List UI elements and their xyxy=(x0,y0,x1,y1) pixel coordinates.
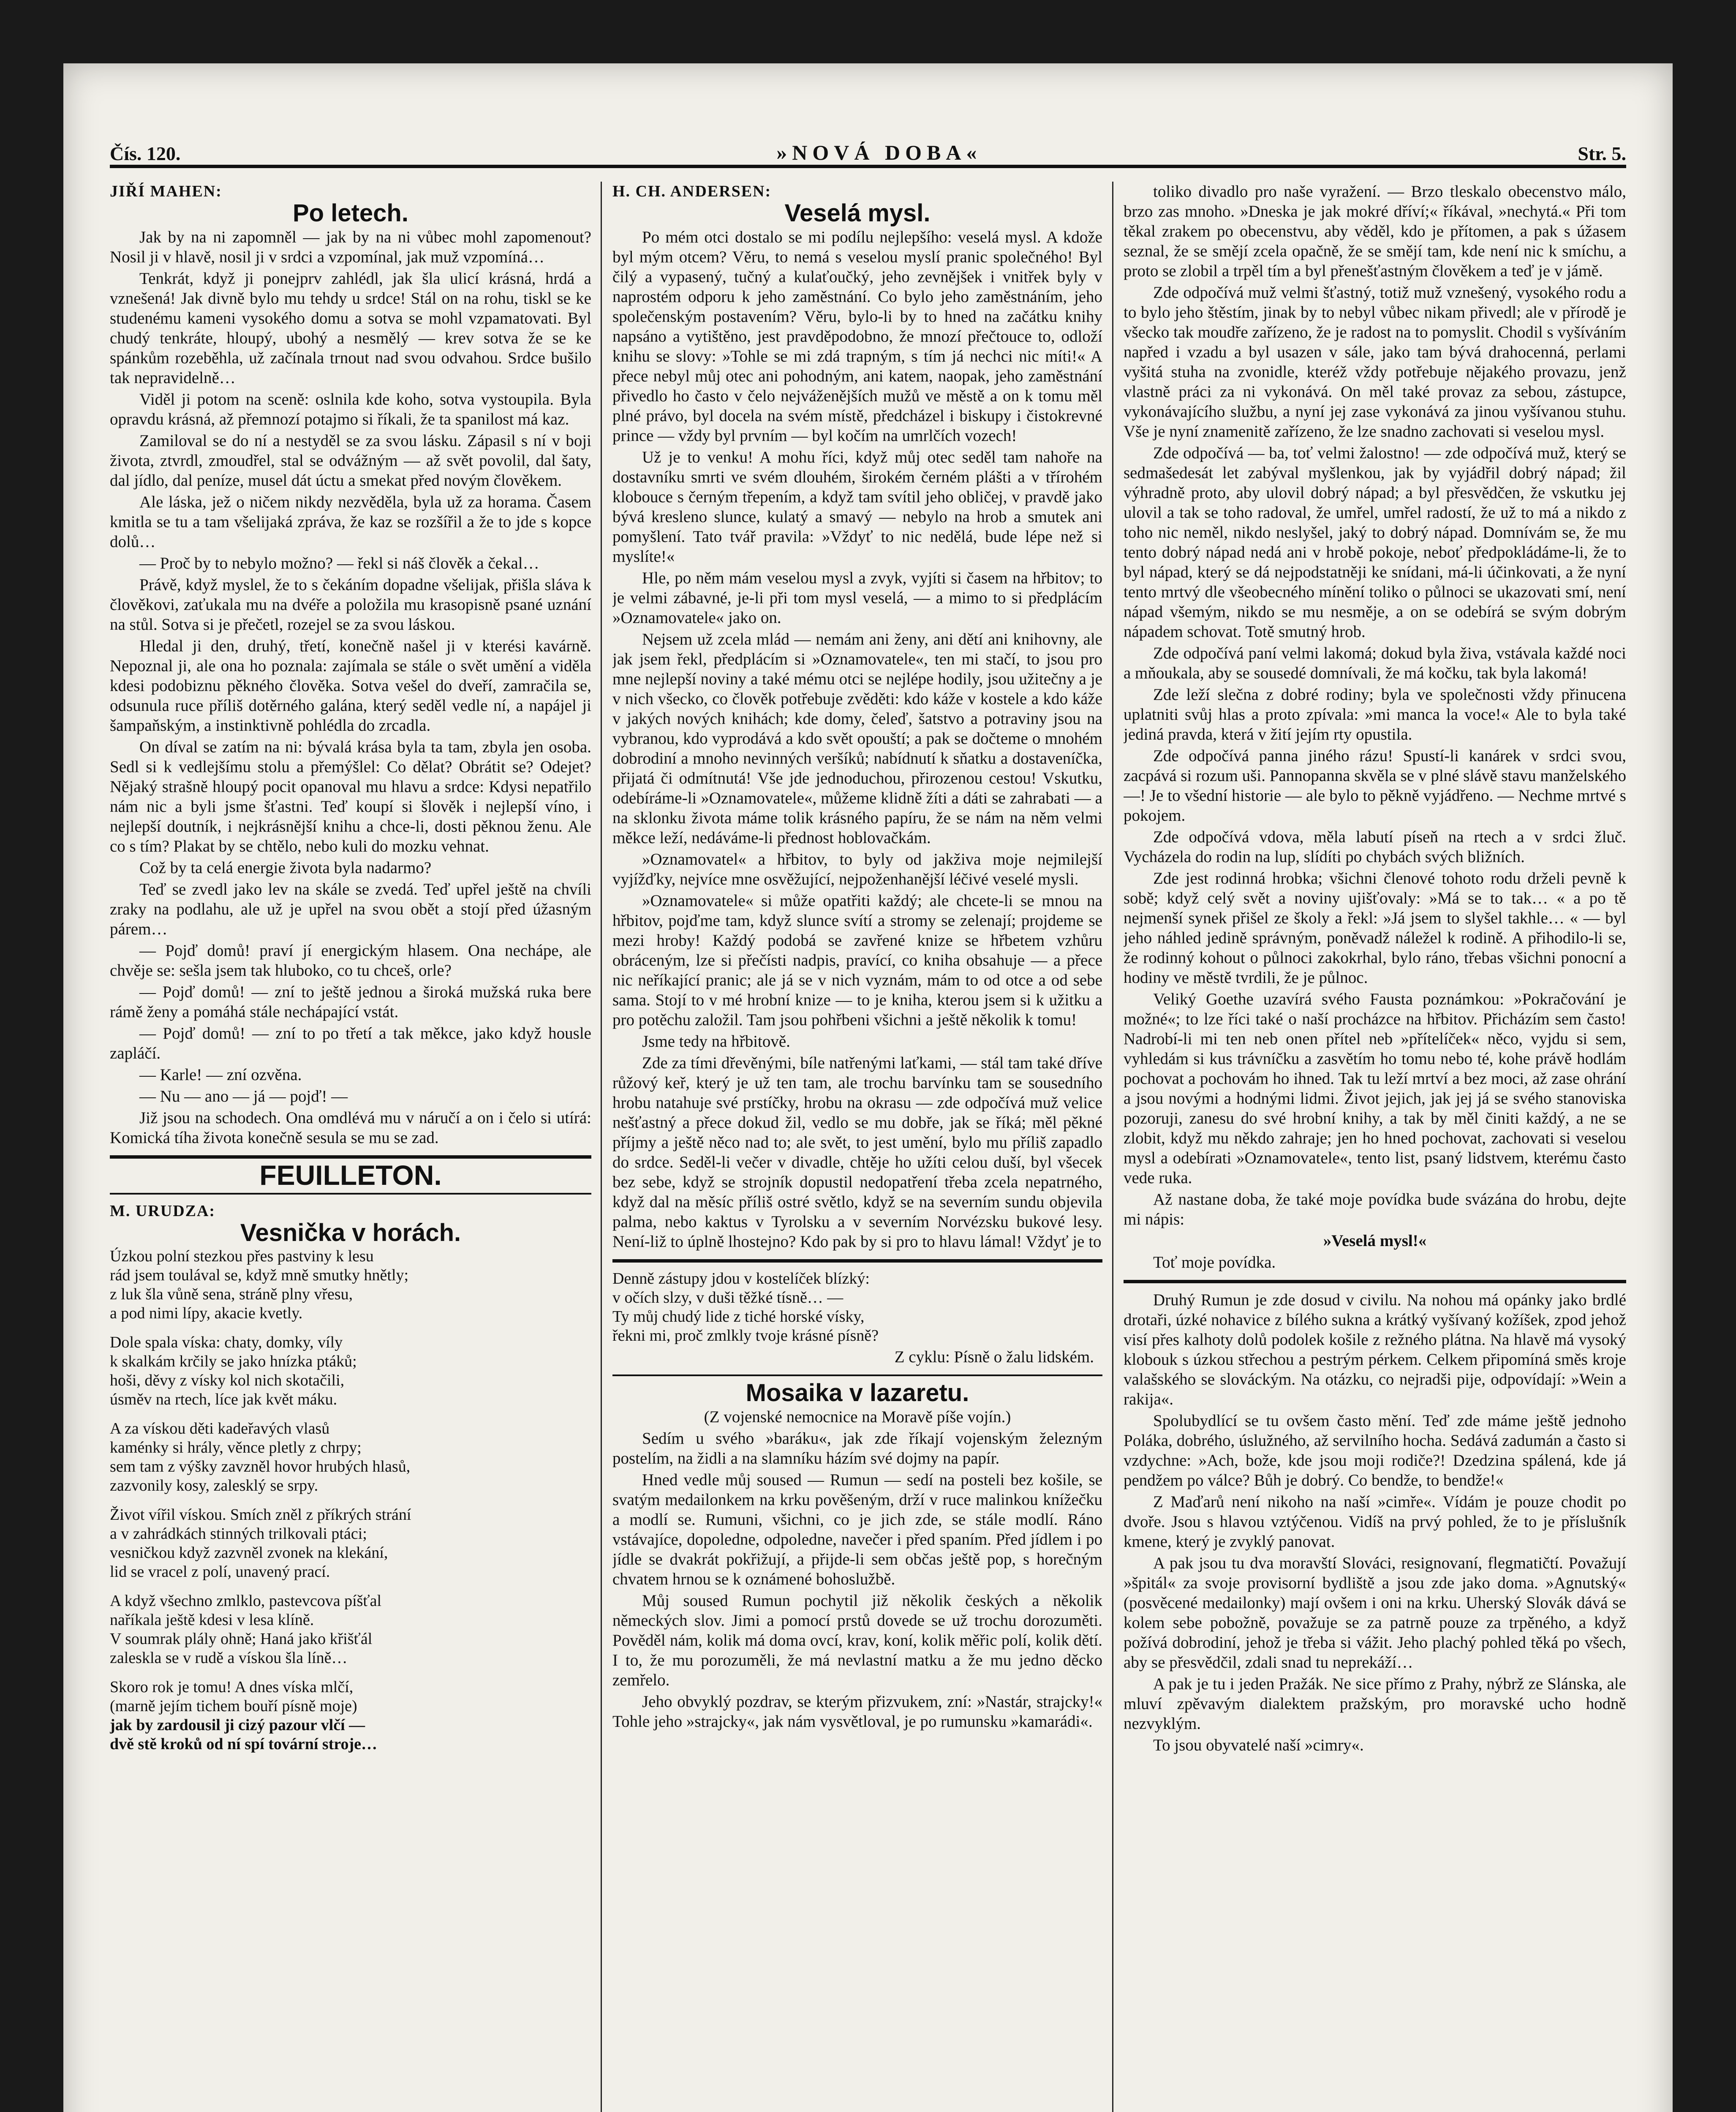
poem-line: k skalkám krčily se jako hnízka ptáků; xyxy=(110,1353,357,1370)
paragraph: Druhý Rumun je zde dosud v civilu. Na nohou má opánky jako brdlé drotaři, úzké nohavice z bílého sukna a krátký vyšívaný kožíšek, zpod jehož visí přes kalhoty dolů podolek košile z režného plátna. Na hlavě má vysoký klobouk s úzkou střechou a pestrým pérkem. Celkem připomíná směs kroje valašského se slováckým. Na otázku, co nejradši pije, odpovídají: »Wein a rakija«. xyxy=(1124,1291,1626,1408)
paragraph: Sedím u svého »baráku«, jak zde říkají vojenským železným postelím, na židli a na slamníku házím své dojmy na papír. xyxy=(612,1429,1102,1467)
poem-line: Denně zástupy jdou v kostelíček blízký: xyxy=(612,1270,870,1287)
poem-line: hoši, děvy z vísky kol nich skotačili, xyxy=(110,1372,345,1389)
poem-line: Dole spala víska: chaty, domky, víly xyxy=(110,1334,343,1351)
column-2 xyxy=(612,182,1102,2112)
article-body xyxy=(612,1429,1102,1731)
article-body xyxy=(612,227,1102,1252)
paragraph: A pak jsou tu dva moravští Slováci, resignovaní, flegmatičtí. Považují »špitál« za svoje provisorní bydliště a jsou zde jako doma. »Agnutský« (posvěcené medailonky) mají ovšem i oni na krku. Uherský Slovák dává se kolem sebe pobožně, považuje se za patrně pouze za trpěného, a když požívá dobrodiní, jehož je třeba si vážit. Jeho plachý pohled těká po všech, aby se přesvědčil, zdali snad tu neprekáží… xyxy=(1124,1554,1626,1671)
section-divider xyxy=(612,1374,1102,1376)
paragraph: Tenkrát, když ji ponejprv zahlédl, jak šla ulicí krásná, hrdá a vznešená! Jak divně bylo mu tehdy u srdce! Stál on na rohu, tiskl se ke studenému kameni vysokého domu a sotva se mohl vzpamatovati. Byl chudý tenkráte, hloupý, ubohý a nesmělý — krev sotva že se ke spánkům rozeběhla, už začínala trnout nad svou odvahou. Srdce bušilo tak nepravidelně… xyxy=(110,269,591,387)
paragraph: Teď se zvedl jako lev na skále se zvedá. Teď upřel ještě na chvíli zraky na podlahu, ale už je upřel na svou obět a stojí před úžasným párem… xyxy=(110,880,591,938)
paragraph: Zde odpočívá paní velmi lakomá; dokud byla živa, vstávala každé noci a mňoukala, aby se sousedé domnívali, že má kočku, tak byla lakomá! xyxy=(1124,644,1626,682)
paragraph: Ale láska, jež o ničem nikdy nezvěděla, byla už za horama. Časem kmitla se tu a tam všelijaká zpráva, že kaz se rozšířil a že to jde s kopce dolů… xyxy=(110,493,591,551)
paragraph: Zde leží slečna z dobré rodiny; byla ve společnosti vždy přinucena uplatniti svůj hlas a proto zpívala: »mi manca la voce!« Ale to byla také jediná pravda, která v žití jejím rty opustila. xyxy=(1124,686,1626,743)
poem-line: jak by zardousil ji cizý pazour vlčí — xyxy=(110,1716,365,1734)
paragraph: A pak je tu i jeden Pražák. Ne sice přímo z Prahy, nýbrž ze Slánska, ale mluví zpěvavým dialektem pražským, pro moravské ucho hodně nezvyklým. xyxy=(1124,1675,1626,1733)
paragraph: Hledal ji den, druhý, třetí, konečně našel ji v kterési kavárně. Nepoznal ji, ale ona ho poznala: zajímala se stále o svět umění a viděla kdesi podobiznu pěkného člověka. Sotva vešel do dveří, zamračila se, odsunula ruce příliš dotěrného galána, který seděl vedle ní, a napájel ji šampaňským, a instinktivně pohlédla do zrcadla. xyxy=(110,637,591,735)
article-author: JIŘÍ MAHEN: xyxy=(110,182,222,200)
poem-stanza xyxy=(110,1333,591,1409)
poem xyxy=(110,1247,591,1754)
paragraph: Jsme tedy na hřbitově. xyxy=(642,1032,790,1051)
paragraph: To jsou obyvatelé naší »cimry«. xyxy=(1153,1736,1364,1754)
paragraph: — Nu — ano — já — pojď! — xyxy=(139,1087,348,1105)
poem-line: v očích slzy, v duši těžké tísně… — xyxy=(612,1289,844,1306)
paragraph: Jeho obvyklý pozdrav, se kterým přizvukem, zní: »Nastár, strajcky!« Tohle jeho »strajcky«, jak nám vysvětloval, je po rumunsku »kamarádi«. xyxy=(612,1693,1102,1731)
paragraph: Zamiloval se do ní a nestyděl se za svou lásku. Zápasil s ní v boji života, ztvrdl, zmoudřel, stal se odvážným — až svět povolil, dal šaty, dal jídlo, dal peníze, musel dát úctu a smekat před novým člověkem. xyxy=(110,432,591,490)
paragraph: Právě, když myslel, že to s čekáním dopadne všelijak, přišla sláva k člověkovi, zaťukala mu na dvéře a položila mu krasopisně psané uznání na stůl. Sotva si je přečetl, rozejel se za svou láskou. xyxy=(110,576,591,634)
poem-line: a pod nimi lípy, akacie kvetly. xyxy=(110,1304,303,1322)
column-1 xyxy=(110,182,591,2112)
paragraph: Viděl ji potom na sceně: oslnila kde koho, sotva vystoupila. Byla opravdu krásná, až přemnozí potajmo si říkali, že ta spanilost má kaz. xyxy=(110,390,591,428)
article-body xyxy=(110,227,591,1148)
poem-author: M. URUDZA: xyxy=(110,1202,216,1220)
poem-line: úsměv na rtech, líce jak květ máku. xyxy=(110,1391,337,1408)
issue-number: Čís. 120. xyxy=(110,143,181,164)
article-title: Mosaika v lazaretu. xyxy=(746,1379,969,1407)
poem-line: řekni mi, proč zmlkly tvoje krásné písně? xyxy=(612,1327,879,1344)
poem-line: Ty můj chudý lide z tiché horské vísky, xyxy=(612,1308,865,1325)
paragraph: Zde odpočívá muž velmi šťastný, totiž muž vznešený, vysokého rodu a to bylo jeho štěstím, jinak by to nebyl vůbec nikam přivedl; ale v přírodě je všecko tak moudře zařízeno, že je radost na to pomyslit. Chodil s vyšíváním napřed i vzadu a byl usazen v sále, jako tam bývá drahocenná, perlami vyšitá stuha na zvonidle, kteréž vždy potřebuje nějakého provazu, jenž vlastně práci za ni vykonává. On měl také provaz za sebou, zástupce, vykonávajícího službu, a nyní jej zase vykonává za jinou vyšívanou stuhu. Vše je nyní znamenitě zařízeno, že lze snadno zachovati si veselou mysl. xyxy=(1124,283,1626,441)
poem-line: zazvonily kosy, zalesklý se srpy. xyxy=(110,1477,318,1494)
section-divider xyxy=(1124,1280,1626,1283)
paragraph: Již jsou na schodech. Ona omdlévá mu v náručí a on i čelo si utírá: Komická tíha života konečně sesula se mu se zad. xyxy=(110,1109,591,1147)
paragraph: Můj soused Rumun pochytil již několik českých a několik německých slov. Jimi a pomocí prstů dovede se už trochu dorozuměti. Pověděl nám, kolik má doma ovcí, krav, koní, kolik měřic polí, kolik dětí. I to, že mu porozuměli, že má nevlastní matku a že mu jedno děcko zemřelo. xyxy=(612,1592,1102,1689)
poem-title: Vesnička v horách. xyxy=(240,1219,461,1247)
paragraph: — Proč by to nebylo možno? — řekl si náš člověk a čekal… xyxy=(139,554,539,572)
article-intro: (Z vojenské nemocnice na Moravě píše vojín.) xyxy=(704,1408,1011,1426)
poem-line: Úzkou polní stezkou přes pastviny k lesu xyxy=(110,1247,374,1265)
poem-line: (marně jejím tichem bouří písně moje) xyxy=(110,1697,357,1715)
section-divider xyxy=(110,1193,591,1195)
poem-stanza xyxy=(110,1505,591,1581)
paragraph: Zde za tími dřevěnými, bíle natřenými laťkami, — stál tam také dříve růžový keř, který je už ten tam, ale trochu barvínku tam se sousedního hrobu natahuje své prstíčky, hrobu na okrasu — zde odpočívá muž velice nešťastný a přece dokud žil, vedlo se mu dobře, jak se říká; měl pěkné příjmy a ještě něco nad to; ale svět, to jest umění, bylo mu příliš zapadlo do srdce. Seděl-li večer v divadle, chtěje ho užíti celou duší, byl všecek bez sebe, když se strojník dopustil nedopatření třeba zcela nepatrného, když dal na měsíc příliš ostré světlo, když se na severním sundu objevila palma, nebo kaktus v Tyrolsku a v severním Norvézsku bukové lesy. Není-liž to úplně lhostejno? Kdo pak by si pro to hlavu lámal! Vždyť je to xyxy=(612,1054,1102,1251)
article-body xyxy=(1124,182,1626,1272)
paragraph: Což by ta celá energie života byla nadarmo? xyxy=(139,859,432,877)
paragraph: — Pojď domů! — zní to po třetí a tak měkce, jako když housle zapláčí. xyxy=(110,1024,591,1062)
section-divider xyxy=(612,1259,1102,1263)
column-rule xyxy=(601,182,602,2112)
paragraph: — Pojď domů! praví jí energickým hlasem. Ona nechápe, ale chvěje se: sešla jsem tak hluboko, co tu chceš, orle? xyxy=(110,942,591,980)
page-header xyxy=(110,127,1626,168)
poem-line: sem tam z výšky zavzněl hovor hrubých hlasů, xyxy=(110,1458,411,1475)
paragraph: Hned vedle můj soused — Rumun — sedí na posteli bez košile, se svatým medailonkem na krku pověšeným, drží v ruce malinkou knížečku a modlí se. Rumuni, všichni, co je jich zde, se stále modlí. Ráno vstávajíce, dopoledne, odpoledne, navečer i před spaním. Před jídlem i po jídle se dvakrát pokřižují, a přijde-li sem občas ještě pop, s horečným chvatem hrnou se k oznámené bohoslužbě. xyxy=(612,1471,1102,1588)
poem-line: naříkala ještě kdesi v lesa klíně. xyxy=(110,1611,314,1629)
column-3 xyxy=(1124,182,1626,2112)
paragraph: Až nastane doba, že také moje povídka bude svázána do hrobu, dejte mi nápis: xyxy=(1124,1190,1626,1228)
column-rule xyxy=(1112,182,1113,2112)
paragraph: Po mém otci dostalo se mi podílu nejlepšího: veselá mysl. A kdože byl mým otcem? Věru, to nemá s veselou myslí pranic společného! Byl čilý a vypasený, tučný a kulaťoučký, jeho zevnějšek i vnitřek byly v naprostém odporu k jeho zaměstnání. Co bylo jeho zaměstnáním, jeho společenským postavením? Věru, bylo-li by to hned na začátku knihy napsáno a vytištěno, jest pravděpodobno, že mnozí přečtouce to, odloží knihu se slovy: »Tohle se mi zdá trapným, s tím já nechci nic míti!« A přece nebyl můj otec ani pohodným, ani katem, naopak, jeho zaměstnání přivedlo ho často v čelo nejváženějších mužů ve městě a on k tomu měl plné právo, byl docela na svém místě, předcházel i biskupy i čistokrevné prince — vždy byl prvním — byl kočím na umrlčích vozech! xyxy=(612,228,1102,445)
poem-line: lid se vracel z polí, unavený prací. xyxy=(110,1563,330,1581)
poem-line: zaleskla se v rudě a vískou šla líně… xyxy=(110,1649,348,1667)
paragraph: »Oznamovatel« a hřbitov, to byly od jakživa moje nejmilejší vyjížďky, nejvíce mne osvěžující, nejpoženhanější léčivé veselé mysli. xyxy=(612,850,1102,888)
poem-line: vesničkou když zazvněl zvonek na klekání, xyxy=(110,1544,388,1562)
poem-stanza xyxy=(110,1419,591,1495)
paragraph: Nejsem už zcela mlád — nemám ani ženy, ani dětí ani knihovny, ale jak jsem řekl, předplácím si »Oznamovatele«, ten mi stačí, to jsou pro mne nejlepší noviny a také mému otci se nejlépe hodily, jsou užitečny a je v nich všecko, co člověk potřebuje zvěděti: kdo káže v kostele a kdo káže v jakých nových knihách; kde domy, čeleď, šatstvo a potraviny jsou na vybranou, kdo vyprodává a kdo svět opouští; a pak se dočteme o mnohém dobrodiní a mnoho nevinných veršíků; nabídnutí k sňatku a dostaveníčka, přijatá či odmítnutá! Vše jde jednoduchou, přirozenou cestou! Vskutku, odebíráme-li »Oznamovatele«, můžeme klidně žíti a dáti se zahrabati — a na sklonku života máme tolik krásného papíru, že se nám na něm velmi měkce leží, nedáváme-li přednost hoblovačkám. xyxy=(612,630,1102,847)
article-body xyxy=(1124,1290,1626,1755)
poem-stanza xyxy=(110,1247,591,1323)
poem-stanza xyxy=(110,1592,591,1668)
page-number: Str. 5. xyxy=(1578,143,1626,164)
epitaph: »Veselá mysl!« xyxy=(1323,1232,1427,1250)
paragraph: — Pojď domů! — zní to ještě jednou a široká mužská ruka bere rámě ženy a pomáhá stále nechápající vstát. xyxy=(110,983,591,1021)
poem-line: V soumrak plály ohně; Haná jako křišťál xyxy=(110,1630,373,1648)
poem-line: Skoro rok je tomu! A dnes víska mlčí, xyxy=(110,1678,354,1696)
poem-line: kaménky si hrály, věnce pletly z chrpy; xyxy=(110,1439,362,1456)
feuilleton-heading: FEUILLETON. xyxy=(259,1159,442,1191)
poem-line: A když všechno zmlklo, pastevcova píšťal xyxy=(110,1592,382,1610)
paragraph: Zde odpočívá vdova, měla labutí píseň na rtech a v srdci žluč. Vycházela do rodin na lup, slídíti po chybách svých bližních. xyxy=(1124,828,1626,866)
paragraph: Jak by na ni zapomněl — jak by na ni vůbec mohl zapomenout? Nosil ji v hlavě, nosil ji v srdci a vzpomínal, jak muž vzpomíná… xyxy=(110,228,591,266)
article-title: Po letech. xyxy=(293,199,408,227)
poem-continuation xyxy=(612,1269,1102,1345)
paragraph: Už je to venku! A mohu říci, když můj otec seděl tam nahoře na dostavníku smrti ve svém dlouhém, širokém černém plášti a v třírohém klobouce s černým třepením, a když tam svítil jeho obličej, v pravdě jako bývá kresleno slunce, kulatý a smavý — nebylo na hrob a smutek ani pomyšlení. Tato tvář pravila: »Vždyť to nic nedělá, bude lépe než si myslíte!« xyxy=(612,448,1102,566)
poem-line: rád jsem toulával se, když mně smutky hnětly; xyxy=(110,1266,409,1284)
poem-stanza xyxy=(110,1678,591,1754)
paragraph: Hle, po něm mám veselou mysl a zvyk, vyjíti si časem na hřbitov; to je velmi zábavné, je-li při tom mysl veselá, — a mimo to si předplácím »Oznamovatele« jako on. xyxy=(612,569,1102,627)
article-author: H. CH. ANDERSEN: xyxy=(612,182,772,200)
paragraph: — Karle! — zní ozvěna. xyxy=(139,1066,302,1084)
paragraph: Z Maďarů není nikoho na naší »cimře«. Vídám je pouze chodit po dvoře. Jsou s hlavou vztýčenou. Vidíš na prvý pohled, že to je příslušník kmene, který je zvyklý panovat. xyxy=(1124,1493,1626,1551)
section-divider xyxy=(110,1155,591,1159)
paragraph: On díval se zatím na ni: bývalá krása byla ta tam, zbyla jen osoba. Sedl si k vedlejšímu stolu a přemýšlel: Co dělat? Obrátit se? Odejet? Nějaký strašně hloupý pocit opanoval mu hlavu a srdce: Kdysi nepatřilo nám nic a byli jsme šťastni. Teď koupí si šlověk i nejlepší víno, i nejlepší doutník, i nejkrásnější knihu a chce-li, dosti pěknou ženu. Ale co s tím? Plakat by se chtělo, nebo kuli do mozku vehnat. xyxy=(110,738,591,855)
paragraph: toliko divadlo pro naše vyražení. — Brzo tleskalo obecenstvo málo, brzo zas mnoho. »Dneska je jak mokré dříví;« říkával, »nechytá.« Při tom těkal zrakem po obecenstvu, aby věděl, kdo je přítomen, a pak s úžasem seznal, že se smějí zcela opačně, že se smějí tam, kde není nic k smíchu, a proto se zlobil a trpěl tím a byl přenešťastným člověkem a teď je v jámě. xyxy=(1124,182,1626,280)
paragraph: Toť moje povídka. xyxy=(1153,1253,1276,1271)
poem-line: a v zahrádkách stinných trilkovali ptáci; xyxy=(110,1525,367,1543)
newspaper-page xyxy=(63,63,1673,2112)
poem-line: z luk šla vůně sena, stráně plny vřesu, xyxy=(110,1285,353,1303)
paragraph: Veliký Goethe uzavírá svého Fausta poznámkou: »Pokračování je možné«; to lze říci také o naší procházce na hřbitov. Přicházím sem často! Nadrobí-li mi ten neb onen přítel neb »přítelíček« něco, vyjdu si sem, vyhledám si kus trávníčku a zasvětím ho tomu nebo té, kohe právě hodlám pochovat a pochovám ho ihned. Tak tu leží mrtví a bez moci, až zase ohrání a jsou novými a hodnými lidmi. Život jejich, jak jej já se svého stanoviska pozoruji, zanesu do své hrobní knihy, a tak by měl činiti každý, a ne se zlobit, když mu někdo zahraje; jen ho hned pochovat, zachovati si veselou mysl a odebírati »Oznamovatele«, tento list, psaný lidstvem, kterému často vede ruka. xyxy=(1124,990,1626,1187)
paragraph: Zde odpočívá panna jiného rázu! Spustí-li kanárek v srdci svou, zacpává si rozum uši. Pannopanna skvěla se v plné slávě stavu manželského —! Je to všední historie — ale bylo to pěkně vyjádřeno. — Nechme mrtvé s pokojem. xyxy=(1124,747,1626,825)
paragraph: »Oznamovatele« si může opatřiti každý; ale chcete-li se mnou na hřbitov, pojďme tam, když slunce svítí a stromy se zelenají; projdeme se mezi hroby! Každý podobá se zavřené knize se hřbetem vzhůru obráceným, lze si přečísti nadpis, pravící, co kniha obsahuje — a přece nic neříkající pranic; ale já se v nich vyznám, mám to od otce a od sebe sama. Stojí to v mé hrobní knize — to je kniha, kterou jsem si k užitku a pro potěchu založil. Tam jsou pohřbeni všichni a ještě několik k tomu! xyxy=(612,892,1102,1029)
article-title: Veselá mysl. xyxy=(784,199,931,227)
poem-source: Z cyklu: Písně o žalu lidském. xyxy=(894,1348,1094,1366)
paragraph: Zde odpočívá — ba, toť velmi žalostno! — zde odpočívá muž, který se sedmašedesát let zabýval myšlenkou, jak by vyjádřil dobrý nápad; žil výhradně proto, aby ulovil dobrý nápad; a byl přesvědčen, že vskutku jej ulovil a tak se toho radoval, že umřel, umřel radostí, že už to má a nikdo z toho nic neměl, nikdo neslyšel, jaký to dobrý nápad. Domnívám se, že mu tento dobrý nápad nedá ani v hrobě pokoje, neboť předpokládáme-li, že to byl nápad, který se dá nejpodstatněji ke snídani, má-li účinkovati, a že nyní tento mrtvý dle všeobecného mínění toliko o půlnoci se ukazovati smí, není nápad všemým, nikdo se mu nesměje, a on se odebírá se svým dobrým nápadem schovat. Totě smutný hrob. xyxy=(1124,444,1626,641)
poem-line: Život vířil vískou. Smích zněl z příkrých strání xyxy=(110,1506,411,1524)
paragraph: Spolubydlící se tu ovšem často mění. Teď zde máme ještě jednoho Poláka, dobrého, úslužného, až servilního hocha. Sedává zadumán a často si vzdychne: »Ach, bože, kde jsou moji rodiče?! Dzedzina spálená, kde já pendžem po válce? Bůh je dobrý. Co bendže, to bendže!« xyxy=(1124,1412,1626,1489)
masthead-title: »NOVÁ DOBA« xyxy=(776,141,982,164)
paragraph: Zde jest rodinná hrobka; všichni členové tohoto rodu drželi pevně k sobě; když celý svět a noviny ujišťovaly: »Má se to tak… « a po tě nejmenší synek přišel ze školy a řekl: »Já jsem to slyšel takhle… « — byl jeho náhled jedině správným, poněvadž náležel k rodině. A přihodilo-li se, že rodinný kohout o půlnoci zakokrhal, bylo ráno, třebas všichni ponocní a hodiny ve městě tvrdili, že je půlnoc. xyxy=(1124,869,1626,987)
poem-line: A za vískou děti kadeřavých vlasů xyxy=(110,1420,330,1437)
poem-line: dvě stě kroků od ní spí tovární stroje… xyxy=(110,1735,378,1753)
